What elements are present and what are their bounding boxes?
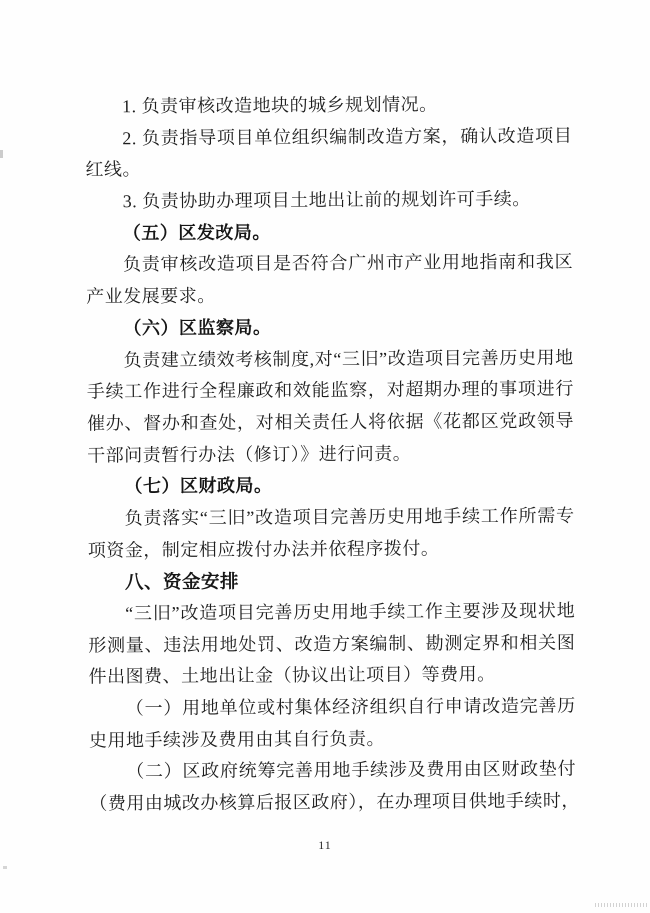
- section-6-body-line3: 催办、督办和查处，对相关责任人将依据《花都区党政领导: [86, 410, 575, 434]
- scan-artifact-bottom-right: [595, 903, 647, 907]
- section-8-item-1-line2: 史用地手续涉及费用由其自行负责。: [88, 728, 386, 751]
- list-item-2-line1: 2. 负责指导项目单位组织编制改造方案，确认改造项目: [122, 125, 573, 148]
- section-7-body-line2: 项资金，制定相应拨付办法并依程序拨付。: [87, 537, 440, 561]
- section-6-body-line4: 干部问责暂行办法（修订）》进行问责。: [87, 443, 412, 466]
- page-number: 11: [318, 838, 332, 852]
- list-item-3: 3. 负责协助办理项目土地出让前的规划许可手续。: [122, 188, 531, 212]
- heading-section-5: （五）区发改局。: [122, 222, 271, 244]
- scan-artifact-left-edge: [0, 150, 3, 158]
- section-5-body-line1: 负责审核改造项目是否符合广州市产业用地指南和我区: [123, 251, 574, 275]
- section-8-body-line3: 件出图费、土地出让金（协议出让项目）等费用。: [88, 664, 496, 687]
- heading-section-8: 八、资金安排: [124, 570, 240, 593]
- section-8-body-line1: “三旧”改造项目完善历史用地手续工作主要涉及现状地: [125, 600, 576, 624]
- document-text-block: [85, 89, 580, 821]
- scan-artifact-bottom-left: [3, 866, 7, 869]
- section-8-item-2-line1: （二）区政府统筹完善用地手续涉及费用由区财政垫付: [126, 758, 577, 782]
- section-8-item-2-line2: （费用由城改办核算后报区政府），在办理项目供地手续时，: [89, 790, 580, 814]
- list-item-1: 1. 负责审核改造地块的城乡规划情况。: [122, 94, 438, 117]
- section-6-body-line2: 手续工作进行全程廉政和效能监察，对超期办理的事项进行: [86, 378, 574, 402]
- heading-section-7: （七）区财政局。: [124, 475, 273, 497]
- section-8-item-1-line1: （一）用地单位或村集体经济组织自行申请改造完善历: [125, 695, 576, 719]
- section-6-body-line1: 负责建立绩效考核制度,对“三旧”改造项目完善历史用地: [123, 347, 574, 370]
- section-8-body-line2: 形测量、违法用地处罚、改造方案编制、勘测定界和相关图: [88, 632, 576, 656]
- heading-section-6: （六）区监察局。: [123, 317, 272, 339]
- list-item-2-line2: 红线。: [85, 159, 142, 180]
- section-5-body-line2: 产业发展要求。: [86, 285, 216, 307]
- section-7-body-line1: 负责落实“三旧”改造项目完善历史用地手续工作所需专: [124, 505, 575, 529]
